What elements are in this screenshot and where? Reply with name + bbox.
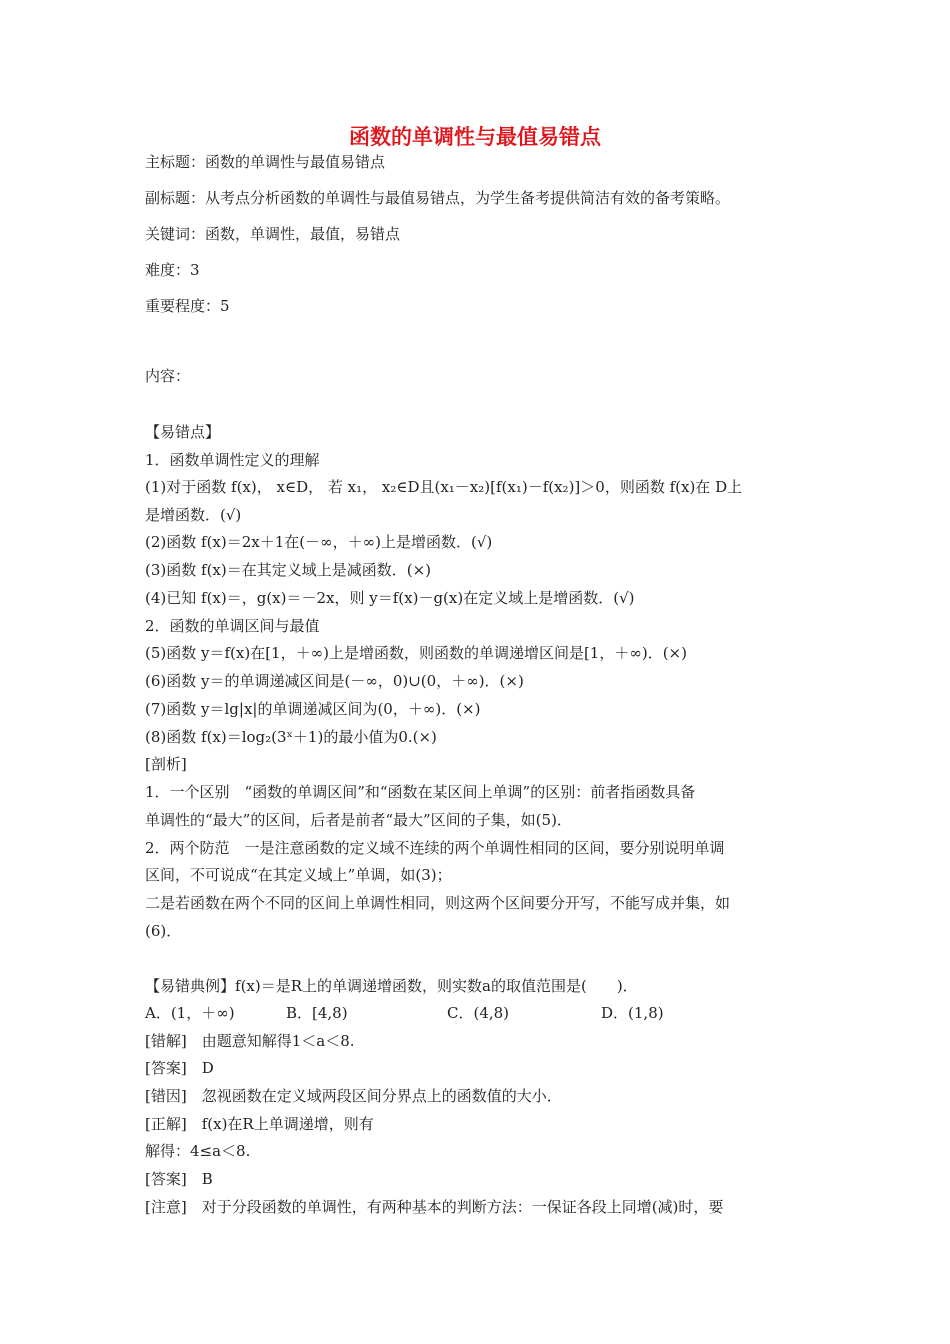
item7: (7)函数 y＝lg|x|的单调递减区间为(0，＋∞)．(×) [145, 700, 481, 718]
correct-solution: [正解] f(x)在R上单调递增，则有 [145, 1115, 374, 1133]
option-d: D．(1,8) [601, 1004, 664, 1022]
item2: (2)函数 f(x)＝2x＋1在(－∞，＋∞)上是增函数．(√) [145, 533, 493, 551]
item1-line2: 是增函数．(√) [145, 506, 242, 524]
analysis2-line2: 区间，不可说成“在其定义域上”单调，如(3)； [145, 866, 452, 884]
section2-heading: 2．函数的单调区间与最值 [145, 617, 320, 635]
solve-result: 解得：4≤a＜8. [145, 1142, 251, 1160]
option-c: C．(4,8) [447, 1004, 510, 1022]
wrong-answer: [答案] D [145, 1059, 214, 1077]
note-line: [注意] 对于分段函数的单调性，有两种基本的判断方法：一保证各段上同增(减)时，要 [145, 1198, 724, 1216]
option-b: B．[4,8) [286, 1004, 348, 1022]
example-heading: 【易错典例】 [145, 977, 236, 995]
option-a: A．(1，＋∞) [145, 1004, 235, 1022]
document-title: 函数的单调性与最值易错点 [349, 125, 601, 149]
item6: (6)函数 y＝的单调递减区间是(－∞，0)∪(0，＋∞)．(×) [145, 672, 524, 690]
analysis2-line4: (6)． [145, 922, 182, 940]
subtitle-line: 副标题：从考点分析函数的单调性与最值易错点，为学生备考提供简洁有效的备考策略。 [145, 189, 731, 207]
item8: (8)函数 f(x)＝log₂(3ˣ＋1)的最小值为0.(×) [145, 728, 437, 746]
example-question-line [145, 976, 638, 996]
wrong-solution: [错解] 由题意知解得1＜a＜8. [145, 1032, 355, 1050]
example-question: f(x)＝是R上的单调递增函数，则实数a的取值范围是( )． [235, 977, 638, 995]
item3: (3)函数 f(x)＝在其定义域上是减函数．(×) [145, 561, 432, 579]
correct-answer: [答案] B [145, 1170, 213, 1188]
keywords-line: 关键词：函数，单调性，最值，易错点 [145, 225, 401, 243]
error-cause: [错因] 忽视函数在定义域两段区间分界点上的函数值的大小． [145, 1087, 562, 1105]
content-label: 内容： [145, 367, 191, 385]
item1-line1: (1)对于函数 f(x)， x∈D， 若 x₁， x₂∈D且(x₁－x₂)[f(x₁)－f(x₂)]＞0，则函数 f(x)在 D上 [145, 478, 743, 496]
analysis1-line2: 单调性的“最大”的区间，后者是前者“最大”区间的子集，如(5)． [145, 811, 572, 829]
analysis-heading: [剖析] [145, 755, 187, 773]
error-points-heading: 【易错点】 [145, 423, 221, 441]
analysis2-line1: 2．两个防范 一是注意函数的定义域不连续的两个单调性相同的区间，要分别说明单调 [145, 839, 725, 857]
importance-line: 重要程度：5 [145, 297, 230, 315]
analysis1-line1: 1．一个区别 “函数的单调区间”和“函数在某区间上单调”的区别：前者指函数具备 [145, 783, 696, 801]
item4: (4)已知 f(x)＝，g(x)＝－2x，则 y＝f(x)－g(x)在定义域上是增函数．(√) [145, 589, 635, 607]
section1-heading: 1．函数单调性定义的理解 [145, 451, 320, 469]
analysis2-line3: 二是若函数在两个不同的区间上单调性相同，则这两个区间要分开写，不能写成并集，如 [145, 894, 731, 912]
main-title-line: 主标题：函数的单调性与最值易错点 [145, 153, 386, 171]
item5: (5)函数 y＝f(x)在[1，＋∞)上是增函数，则函数的单调递增区间是[1，＋∞)．(×) [145, 644, 687, 662]
difficulty-line: 难度：3 [145, 261, 200, 279]
